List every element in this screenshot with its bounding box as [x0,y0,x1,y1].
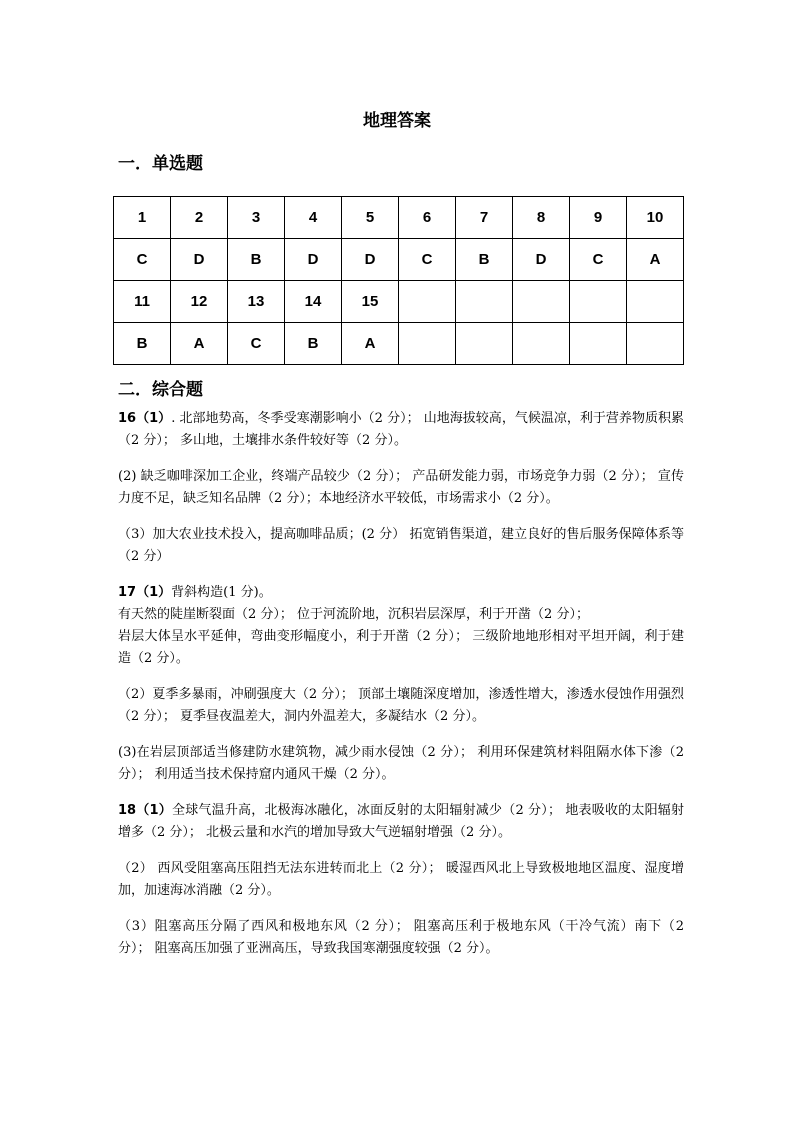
q18-part2: （2） 西风受阻塞高压阻挡无法东进转而北上（2 分）； 暖湿西风北上导致极地地区温度、湿度增加，加速海冰消融（2 分）。 [118,861,684,898]
table-cell [570,323,627,365]
section-heading-single-choice: 一．单选题 [118,154,203,174]
table-cell: C [399,239,456,281]
q17-part1 [118,582,684,670]
table-cell: 6 [399,197,456,239]
q18-part3: （3）阻塞高压分隔了西风和极地东风（2 分）； 阻塞高压利于极地东风（干冷气流）南下（2 分）； 阻塞高压加强了亚洲高压，导致我国寒潮强度较强（2 分）。 [118,919,684,956]
table-cell [513,323,570,365]
q16-part1 [118,408,684,452]
table-cell [513,281,570,323]
question-number: 16（1） [118,411,172,426]
table-cell [627,323,684,365]
table-row [114,197,684,239]
table-cell: B [114,323,171,365]
table-cell: B [456,239,513,281]
answer-line: 岩层大体呈水平延伸，弯曲变形幅度小，利于开凿（2 分）； 三级阶地地形相对平坦开阔，利于建造（2 分）。 [118,629,684,666]
table-row [114,281,684,323]
table-cell [399,281,456,323]
table-row [114,323,684,365]
table-cell [570,281,627,323]
table-cell: C [228,323,285,365]
table-cell: D [285,239,342,281]
table-cell: 2 [171,197,228,239]
table-cell: B [285,323,342,365]
table-row [114,239,684,281]
table-cell: A [171,323,228,365]
table-cell: A [627,239,684,281]
q16-part2: (2) 缺乏咖啡深加工企业，终端产品较少（2 分）； 产品研发能力弱，市场竞争力弱（2 分）； 宣传力度不足，缺乏知名品牌（2 分）；本地经济水平较低，市场需求小（2 分）。 [118,469,684,506]
answer-text: . 北部地势高，冬季受寒潮影响小（2 分）； 山地海拔较高，气候温凉，利于营养物质积累（2 分）； 多山地，土壤排水条件较好等（2 分）。 [118,411,684,448]
table-cell: A [342,323,399,365]
question-number: 18（1） [118,803,172,818]
table-cell [627,281,684,323]
table-cell: C [114,239,171,281]
q17-part2: （2）夏季多暴雨，冲刷强度大（2 分）； 顶部土壤随深度增加，渗透性增大，渗透水侵蚀作用强烈（2 分）； 夏季昼夜温差大，洞内外温差大，多凝结水（2 分）。 [118,687,684,724]
table-cell: 10 [627,197,684,239]
table-cell: 11 [114,281,171,323]
question-number: 17（1） [118,585,172,600]
q17-part3: (3)在岩层顶部适当修建防水建筑物，减少雨水侵蚀（2 分）； 利用环保建筑材料阻隔水体下渗（2 分）； 利用适当技术保持窟内通风干燥（2 分）。 [118,745,684,782]
table-cell [399,323,456,365]
table-cell: 12 [171,281,228,323]
table-cell: B [228,239,285,281]
q18-part1 [118,800,684,844]
answer-text: 全球气温升高，北极海冰融化，冰面反射的太阳辐射减少（2 分）； 地表吸收的太阳辐射增多（2 分）； 北极云量和水汽的增加导致大气逆辐射增强（2 分）。 [118,803,684,840]
table-cell: C [570,239,627,281]
q16-part3: （3）加大农业技术投入，提高咖啡品质；(2 分） 拓宽销售渠道，建立良好的售后服务保障体系等（2 分） [118,527,684,564]
table-cell: 3 [228,197,285,239]
table-cell: 13 [228,281,285,323]
answer-body [118,408,684,974]
answer-table [113,196,684,365]
answer-line: 有天然的陡崖断裂面（2 分）； 位于河流阶地，沉积岩层深厚，利于开凿（2 分）； [118,607,589,622]
table-cell: D [513,239,570,281]
section-heading-comprehensive: 二．综合题 [118,380,203,400]
table-cell: D [171,239,228,281]
table-cell: D [342,239,399,281]
page-title: 地理答案 [363,111,431,131]
table-cell: 5 [342,197,399,239]
table-cell: 4 [285,197,342,239]
answer-line [118,582,684,604]
table-cell [456,281,513,323]
table-cell: 15 [342,281,399,323]
table-cell: 8 [513,197,570,239]
table-cell: 7 [456,197,513,239]
table-cell: 1 [114,197,171,239]
table-cell: 9 [570,197,627,239]
table-cell [456,323,513,365]
answer-text: 背斜构造(1 分)。 [171,585,272,600]
table-cell: 14 [285,281,342,323]
